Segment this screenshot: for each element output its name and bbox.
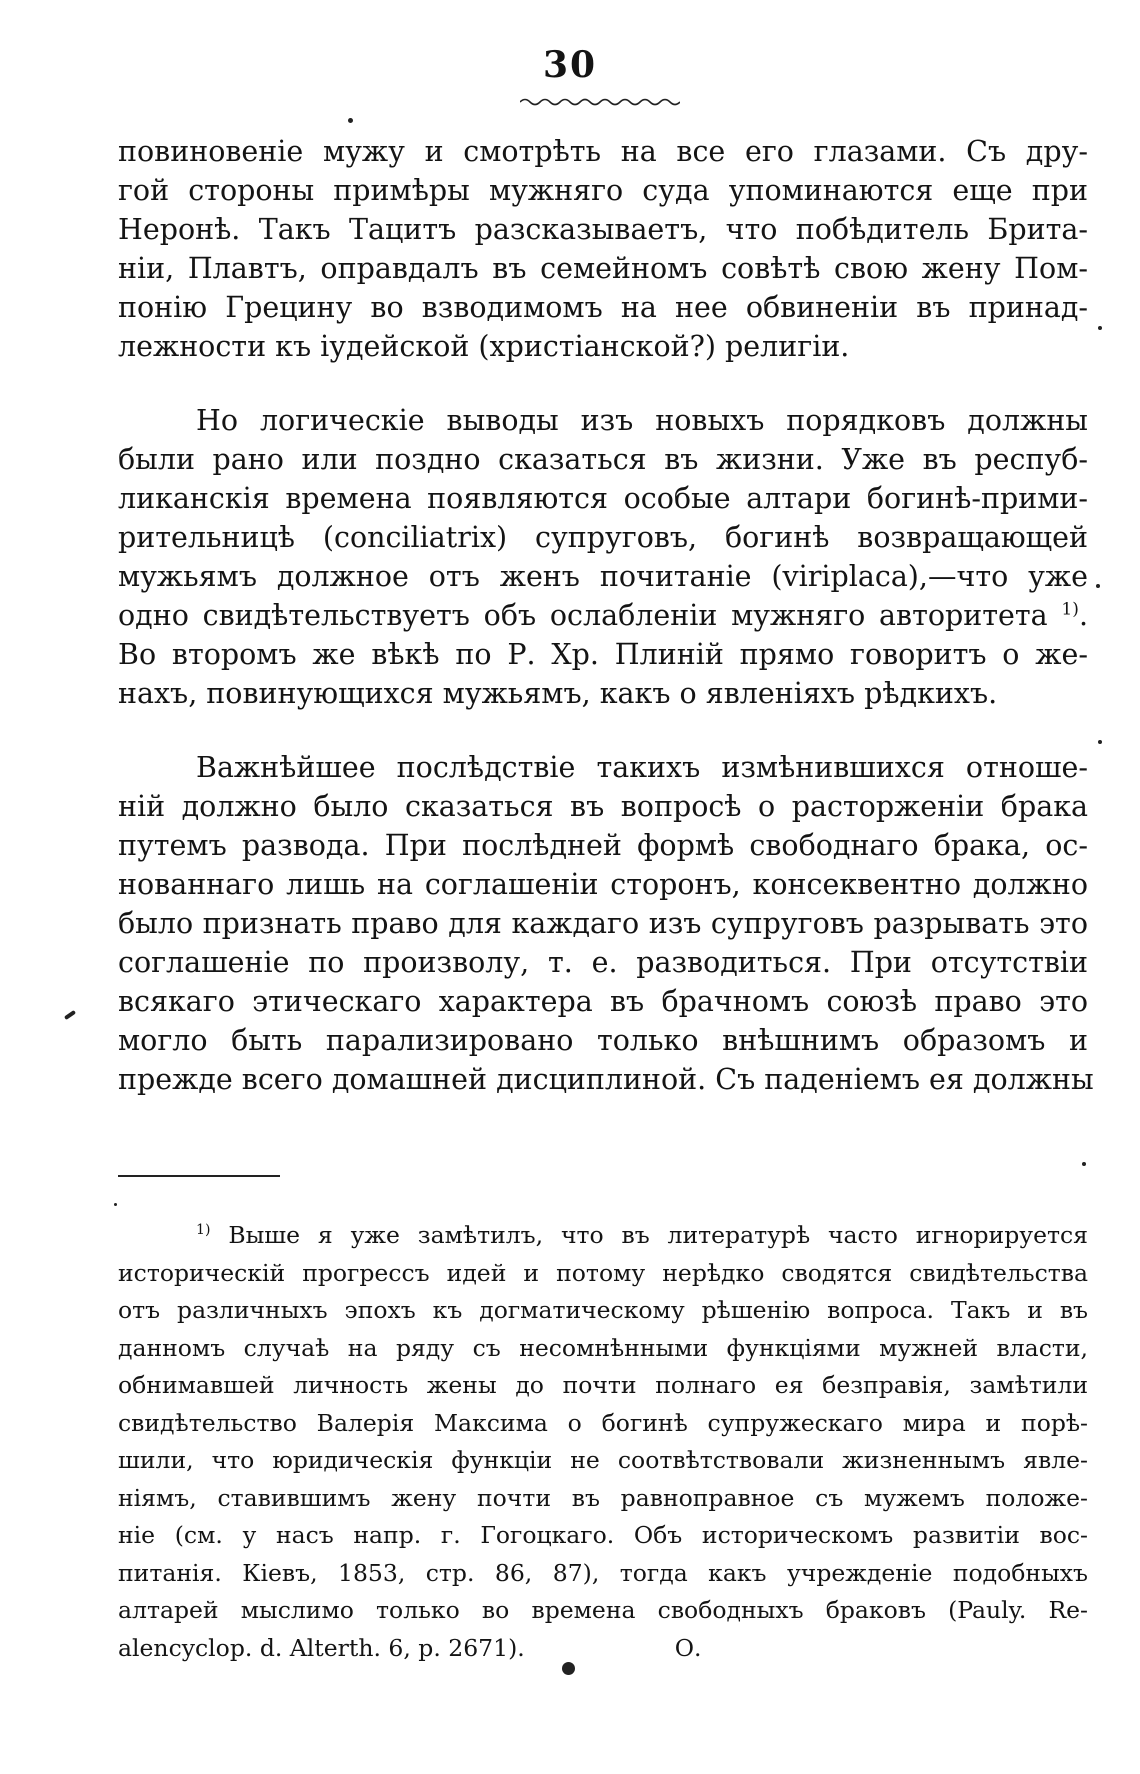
scan-speck <box>1082 1162 1086 1166</box>
text-line: всякаго этическаго характера въ брачномъ союзѣ право это <box>118 985 1088 1018</box>
text-line: мужьямъ должное отъ женъ почитаніе (viriplaca),—что уже <box>118 560 1088 593</box>
text-line: могло быть парализировано только внѣшнимъ образомъ и <box>118 1024 1088 1057</box>
footnote-line: алтарей мыслимо только во времена свободныхъ браковъ (Pauly. Re- <box>118 1596 1088 1624</box>
scan-speck <box>1098 740 1102 744</box>
ornament-rule <box>520 96 680 108</box>
text-fragment: Выше я уже замѣтилъ, что въ литературѣ часто игнорируется <box>228 1221 1088 1249</box>
scan-speck <box>562 1662 575 1675</box>
text-fragment: alencyclop. d. Alterth. 6, p. 2671). <box>118 1633 525 1662</box>
text-line: нахъ, повинующихся мужьямъ, какъ о явленіяхъ рѣдкихъ. <box>118 677 998 710</box>
footnote-line: питанія. Кіевъ, 1853, стр. 86, 87), тогда какъ учрежденіе подобныхъ <box>118 1558 1088 1587</box>
trailing-mark: О. <box>674 1633 702 1662</box>
footnote-line: отъ различныхъ эпохъ къ догматическому рѣшенію вопроса. Такъ и въ <box>118 1296 1088 1324</box>
text-line: рительницѣ (conciliatrix) супруговъ, богинѣ возвращающей <box>118 521 1088 554</box>
footnote-line: ніе (см. у насъ напр. г. Гогоцкаго. Объ историческомъ развитіи вос- <box>118 1521 1088 1549</box>
scan-speck <box>114 1203 117 1206</box>
footnote-divider <box>118 1175 280 1177</box>
scan-speck <box>348 118 353 123</box>
footnote-reference[interactable]: 1) <box>1061 599 1079 620</box>
footnote <box>118 1217 1088 1667</box>
text-line: соглашеніе по произволу, т. е. разводиться. При отсутствіи <box>118 946 1088 979</box>
scan-speck <box>1096 584 1100 588</box>
text-line: прежде всего домашней дисциплиной. Съ паденіемъ ея должны <box>118 1063 1094 1096</box>
text-line: Неронѣ. Такъ Тацитъ разсказываетъ, что побѣдитель Брита- <box>118 213 1088 246</box>
text-line: были рано или поздно сказаться въ жизни. Уже въ респуб- <box>118 443 1088 476</box>
text-line: ніи, Плавтъ, оправдалъ въ семейномъ совѣтѣ свою жену Пом- <box>118 252 1088 285</box>
footnote-line: шили, что юридическія функціи не соотвѣтствовали жизненнымъ явле- <box>118 1446 1088 1474</box>
footnote-line: данномъ случаѣ на ряду съ несомнѣнными функціями мужней власти, <box>118 1333 1088 1362</box>
text-line: гой стороны примѣры мужняго суда упоминаются еще при <box>118 174 1088 207</box>
footnote-reference-tail: . <box>1078 599 1089 632</box>
scan-speck <box>64 1010 76 1020</box>
page-number: 30 <box>542 44 598 86</box>
text-line: Во второмъ же вѣкѣ по Р. Хр. Плиній прямо говоритъ о же- <box>118 638 1088 671</box>
text-line-with-footnote <box>118 596 1088 635</box>
text-line: лежности къ іудейской (христіанской?) религіи. <box>118 330 850 363</box>
text-line: ликанскія времена появляются особые алтари богинѣ-прими- <box>118 482 1088 515</box>
paragraph-3 <box>118 748 1094 1099</box>
footnote-line: обнимавшей личность жены до почти полнаго ея безправія, замѣтили <box>118 1371 1088 1399</box>
text-line: повиновеніе мужу и смотрѣть на все его глазами. Съ дру- <box>118 135 1088 168</box>
text-fragment: одно свидѣтельствуетъ объ ослабленіи мужняго авторитета <box>118 599 1048 632</box>
text-line: ній должно было сказаться въ вопросѣ о расторженіи брака <box>118 790 1088 823</box>
scan-speck <box>1098 326 1102 330</box>
footnote-line: историческій прогрессъ идей и потому нерѣдко сводятся свидѣтельства <box>118 1258 1088 1287</box>
paragraph-2 <box>118 401 1088 713</box>
text-line: понію Грецину во взводимомъ на нее обвиненіи въ принад- <box>118 291 1088 324</box>
footnote-line: свидѣтельство Валерія Максима о богинѣ супружескаго мира и порѣ- <box>118 1408 1088 1437</box>
text-line: было признать право для каждаго изъ супруговъ разрывать это <box>118 907 1088 940</box>
footnote-marker: 1) <box>196 1222 211 1239</box>
footnote-line <box>118 1217 1088 1255</box>
footnote-line: ніямъ, ставившимъ жену почти въ равноправное съ мужемъ положе- <box>118 1483 1088 1512</box>
text-line: Но логическіе выводы изъ новыхъ порядковъ должны <box>196 404 1088 437</box>
paragraph-1 <box>118 132 1088 366</box>
text-line: путемъ развода. При послѣдней формѣ свободнаго брака, ос- <box>118 829 1088 862</box>
text-line: нованнаго лишь на соглашеніи сторонъ, консеквентно должно <box>118 868 1088 901</box>
footnote-line <box>118 1630 1088 1668</box>
main-text <box>118 132 1094 1099</box>
ornament-wave <box>520 100 680 105</box>
text-line: Важнѣйшее послѣдствіе такихъ измѣнившихся отноше- <box>196 751 1088 784</box>
